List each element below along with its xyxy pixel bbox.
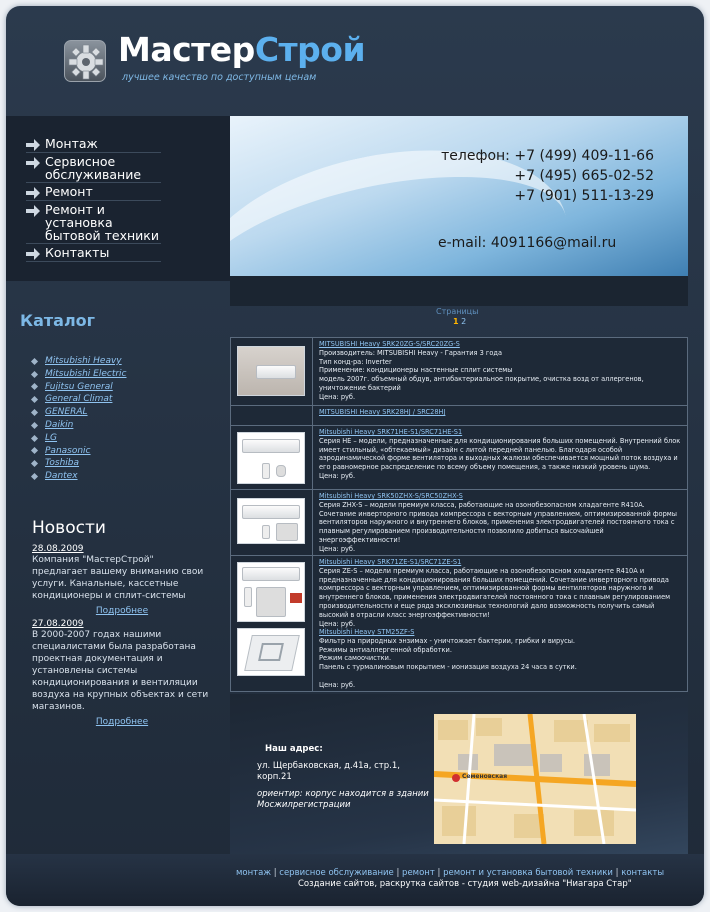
product-thumb[interactable] bbox=[231, 426, 313, 489]
product-row bbox=[231, 338, 687, 406]
bullet-icon bbox=[31, 460, 38, 467]
logo-part-1: Мастер bbox=[118, 30, 255, 69]
address-note: ориентир: корпус находится в здании Мосжилрегистрации bbox=[257, 789, 429, 810]
footer-separator: | bbox=[271, 868, 280, 878]
product-thumb[interactable] bbox=[231, 556, 313, 626]
product-line: Серия ZE-S – модели премиум класса, работающие на озонобезопасном хладагенте R410A и предназначенные для кондиционирования больших помещений. Сочетание инверторного привода компрессора с векторным управлением, оптимизированной формы вентиляторов наружного и внутреннего блоков, применения электродвигателей постоянного тока с плавным регулированием производительности и еще ряда эксклюзивных технологий дало возможность получить самый высокий в отрасли класс энергоэффективности! bbox=[319, 566, 671, 619]
product-info bbox=[319, 492, 683, 554]
catalog-item bbox=[32, 457, 127, 470]
nav-item-label: Сервисное обслуживание bbox=[45, 154, 142, 182]
catalog-link[interactable]: Dantex bbox=[45, 471, 78, 482]
product-row bbox=[231, 626, 687, 692]
product-line: Серия HE – модели, предназначенные для кондиционирования больших помещений. Внутренний блок имеет стильный, «обтекаемый» дизайн с литой передней панелью. Благодаря особой аэродинамической форме вентилятора и выходных жалюзи обеспечивается мощный поток воздуха и его равномерное распределение по всему объему помещения, а также низкий уровень шума. bbox=[319, 436, 681, 472]
footer-link-contacts[interactable]: контакты bbox=[621, 868, 665, 878]
product-name-link[interactable]: Mitsubishi Heavy STM25ZF-S bbox=[319, 628, 415, 636]
product-line: Серия ZHX-S – модели премиум класса, работающие на озонобезопасном хладагенте R410A. Сочетание инверторного привода компрессора с векторным управлением, оптимизированной формы вентиляторов наружного и внутреннего блоков, применения электродвигателей постоянного тока с плавным регулированием производительности позволило добиться высочайшей энергоэффективности! bbox=[319, 500, 677, 544]
catalog-item bbox=[32, 355, 127, 368]
catalog-link[interactable]: Mitsubishi Heavy bbox=[45, 356, 122, 366]
phone-number: +7 (495) 665-02-52 bbox=[514, 168, 654, 184]
product-line: Панель с турмалиновым покрытием - ионизация воздуха 24 часа в сутки. bbox=[319, 663, 577, 672]
product-row bbox=[231, 490, 687, 556]
footer-links bbox=[236, 868, 664, 878]
nav-item-appliances[interactable] bbox=[26, 202, 161, 244]
footer-copyright[interactable]: Создание сайтов, раскрутка сайтов - студия web-дизайна "Ниагара Стар" bbox=[298, 879, 632, 889]
product-line: Режим самоочистки. bbox=[319, 654, 392, 663]
catalog-item bbox=[32, 419, 127, 432]
phone-number: +7 (901) 511-13-29 bbox=[514, 188, 654, 204]
nav-item-repair[interactable] bbox=[26, 184, 161, 201]
contact-banner bbox=[230, 116, 688, 276]
site-logo[interactable] bbox=[118, 30, 365, 69]
news-item bbox=[32, 619, 212, 727]
product-info bbox=[319, 340, 683, 402]
phone-label: телефон: bbox=[441, 148, 510, 164]
product-line: Фильтр на природных энзимах - уничтожает бактерии, грибки и вирусы. bbox=[319, 636, 576, 645]
news-more-link[interactable]: Подробнее bbox=[95, 717, 149, 727]
product-info bbox=[319, 428, 683, 481]
news-title: Новости bbox=[32, 518, 106, 538]
footer-link-montazh[interactable]: монтаж bbox=[236, 868, 271, 878]
product-thumb[interactable] bbox=[231, 490, 313, 555]
phone-number: +7 (499) 409-11-66 bbox=[514, 148, 654, 164]
nav-item-montazh[interactable] bbox=[26, 136, 161, 153]
product-row bbox=[231, 406, 687, 426]
footer-link-appliances[interactable]: ремонт и установка бытовой техники bbox=[443, 868, 613, 878]
bullet-icon bbox=[31, 371, 38, 378]
footer-link-repair[interactable]: ремонт bbox=[402, 868, 435, 878]
catalog-list bbox=[32, 355, 127, 483]
nav-item-service[interactable] bbox=[26, 154, 161, 183]
pagination bbox=[453, 317, 466, 326]
product-info bbox=[319, 628, 683, 690]
product-row bbox=[231, 556, 687, 626]
catalog-item bbox=[32, 381, 127, 394]
product-info bbox=[319, 408, 683, 417]
catalog-item bbox=[32, 432, 127, 445]
product-line: модель 2007г. объемный обдув, антибактериальное покрытие, очистка возд от аллергенов, уничтожение бактерий bbox=[319, 375, 644, 392]
catalog-link[interactable]: GENERAL bbox=[45, 407, 88, 418]
arrow-right-icon bbox=[26, 157, 40, 169]
catalog-link[interactable]: General Climat bbox=[45, 394, 113, 405]
catalog-item bbox=[32, 445, 127, 458]
page-current: 1 bbox=[453, 317, 459, 326]
tagline: лучшее качество по доступным ценам bbox=[122, 72, 317, 83]
catalog-item bbox=[32, 393, 127, 406]
pagination-label: Страницы bbox=[436, 307, 479, 316]
product-name-link[interactable]: Mitsubishi Heavy SRK71HE-S1/SRC71HE-S1 bbox=[319, 428, 463, 436]
product-price: Цена: руб. bbox=[319, 392, 356, 401]
catalog-link[interactable]: LG bbox=[45, 432, 57, 443]
address-section bbox=[230, 694, 688, 854]
main-nav bbox=[6, 116, 230, 281]
bullet-icon bbox=[31, 435, 38, 442]
product-price: Цена: руб. bbox=[319, 619, 356, 628]
product-name-link[interactable]: MITSUBISHI Heavy SRK20ZG-S/SRC20ZG-S bbox=[319, 340, 460, 348]
nav-item-label: Ремонт bbox=[45, 184, 93, 199]
news-text: Компания "МастерСтрой" предлагает вашему вниманию свои услуги. Канальные, кассетные кондиционеры и сплит-системы bbox=[32, 555, 204, 601]
catalog-link[interactable]: Panasonic bbox=[45, 445, 91, 456]
nav-item-label: Контакты bbox=[45, 245, 110, 260]
bullet-icon bbox=[31, 383, 38, 390]
banner-strip bbox=[230, 276, 688, 306]
product-line: Производитель: MITSUBISHI Heavy - Гарантия 3 года bbox=[319, 348, 502, 357]
catalog-link[interactable]: Toshiba bbox=[45, 458, 80, 469]
bullet-icon bbox=[31, 409, 38, 416]
catalog-item bbox=[32, 470, 127, 483]
product-line: Режимы антиаллергенной обработки. bbox=[319, 645, 452, 654]
page-link[interactable]: 2 bbox=[461, 317, 467, 326]
product-line: Применение: кондиционеры настенные сплит системы bbox=[319, 366, 513, 375]
news-list bbox=[32, 544, 212, 730]
news-date-link[interactable]: 27.08.2009 bbox=[32, 619, 84, 629]
catalog-link[interactable]: Daikin bbox=[45, 419, 74, 430]
product-name-link[interactable]: MITSUBISHI Heavy SRK28HJ / SRC28HJ bbox=[319, 408, 446, 416]
catalog-item bbox=[32, 368, 127, 381]
product-line: Тип конд-ра: Inverter bbox=[319, 357, 392, 366]
news-item bbox=[32, 544, 212, 616]
product-row bbox=[231, 426, 687, 490]
bullet-icon bbox=[31, 473, 38, 480]
product-table bbox=[230, 337, 688, 692]
footer-separator: | bbox=[393, 868, 403, 878]
arrow-right-icon bbox=[26, 248, 40, 260]
nav-item-label: Ремонт и установка бытовой техники bbox=[45, 202, 159, 243]
product-name-link[interactable]: Mitsubishi Heavy SRK50ZHX-S/SRC50ZHX-S bbox=[319, 492, 463, 500]
bullet-icon bbox=[31, 358, 38, 365]
footer-link-service[interactable]: сервисное обслуживание bbox=[279, 868, 394, 878]
page-container bbox=[6, 6, 704, 906]
arrow-right-icon bbox=[26, 139, 40, 151]
email-address: e-mail: 4091166@mail.ru bbox=[438, 235, 617, 251]
product-thumb bbox=[231, 406, 313, 425]
news-date-link[interactable]: 28.08.2009 bbox=[32, 544, 84, 554]
footer-separator: | bbox=[612, 868, 622, 878]
address-title: Наш адрес: bbox=[265, 744, 323, 754]
nav-item-label: Монтаж bbox=[45, 136, 98, 151]
map-station-label: Семеновская bbox=[462, 773, 508, 780]
logo-part-2: Строй bbox=[254, 30, 366, 69]
bullet-icon bbox=[31, 396, 38, 403]
nav-item-contacts[interactable] bbox=[26, 245, 161, 262]
arrow-right-icon bbox=[26, 187, 40, 199]
product-thumb[interactable] bbox=[231, 626, 313, 692]
location-map[interactable] bbox=[434, 714, 636, 844]
footer-separator: | bbox=[434, 868, 444, 878]
catalog-link[interactable]: Mitsubishi Electric bbox=[45, 368, 127, 379]
arrow-right-icon bbox=[26, 205, 40, 217]
address-line: ул. Щербаковская, д.41а, стр.1, корп.21 bbox=[257, 761, 400, 782]
product-price: Цена: руб. bbox=[319, 471, 356, 480]
bullet-icon bbox=[31, 447, 38, 454]
news-text: В 2000-2007 годах нашими специалистами была разработана проектная документация и установлены системы кондиционирования и вентиляции воздуха на крупных объектах и сети магазинов. bbox=[32, 630, 209, 712]
product-info bbox=[319, 558, 683, 628]
product-name-link[interactable]: Mitsubishi Heavy SRK71ZE-S1/SRC71ZE-S1 bbox=[319, 558, 462, 566]
product-thumb[interactable] bbox=[231, 338, 313, 405]
gear-logo-icon bbox=[64, 40, 106, 82]
product-price: Цена: руб. bbox=[319, 680, 356, 689]
catalog-link[interactable]: Fujitsu General bbox=[45, 381, 113, 392]
catalog-title: Каталог bbox=[20, 311, 96, 330]
catalog-item bbox=[32, 406, 127, 419]
bullet-icon bbox=[31, 422, 38, 429]
product-price: Цена: руб. bbox=[319, 544, 356, 553]
news-more-link[interactable]: Подробнее bbox=[95, 606, 149, 616]
phone-list bbox=[441, 146, 654, 206]
